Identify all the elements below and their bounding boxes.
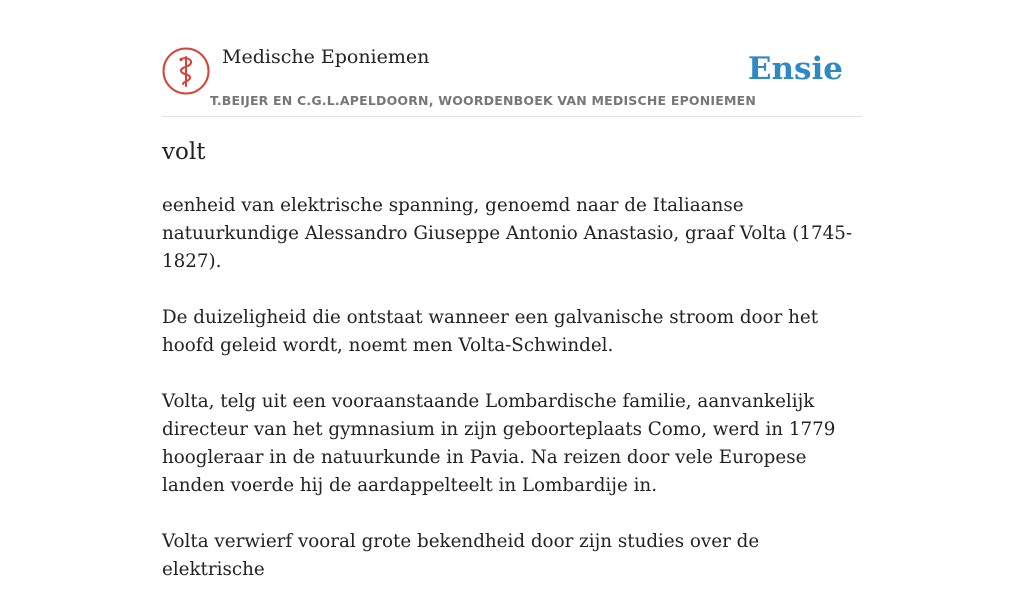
entry-title: volt (162, 139, 206, 165)
ensie-logo[interactable]: Ensie (747, 51, 843, 87)
source-subtitle[interactable]: T.BEIJER EN C.G.L.APELDOORN, WOORDENBOEK VAN MEDISCHE EPONIEMEN (210, 93, 757, 108)
definition-paragraph: Volta verwierf vooral grote bekendheid door zijn studies over de elektrische (162, 531, 760, 580)
definition-paragraph: eenheid van elektrische spanning, genoemd naar de Italiaanse natuurkundige Alessandro Giuseppe Antonio Anastasio, graaf Volta (1745-1827). (162, 195, 853, 272)
source-header (162, 46, 862, 117)
source-title[interactable]: Medische Eponiemen (222, 46, 430, 68)
definition-text (162, 192, 862, 612)
definition-paragraph: Volta, telg uit een vooraanstaande Lombardische familie, aanvankelijk directeur van het gymnasium in zijn geboorteplaats Como, werd in 1779 hoogleraar in de natuurkunde in Pavia. Na reizen door vele Europese landen voerde hij de aardappelteelt in Lombardije in. (162, 391, 836, 496)
definition-paragraph: De duizeligheid die ontstaat wanneer een galvanische stroom door het hoofd geleid wordt, noemt men Volta-Schwindel. (162, 307, 819, 356)
caduceus-icon[interactable] (162, 47, 210, 95)
